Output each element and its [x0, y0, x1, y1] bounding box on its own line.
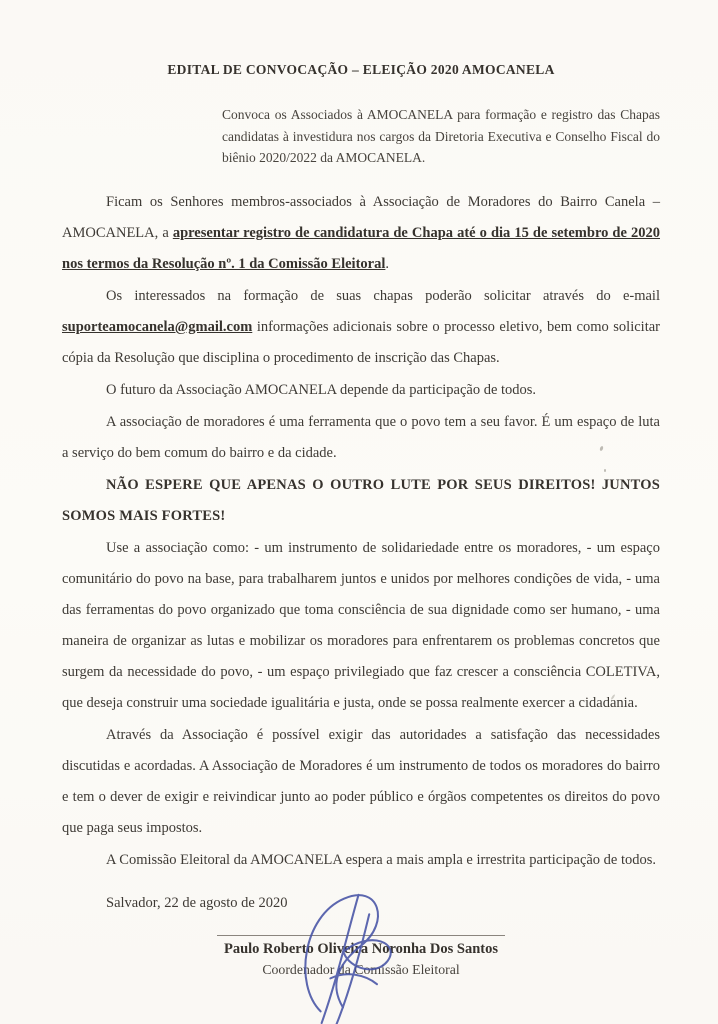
dateline: Salvador, 22 de agosto de 2020 — [106, 894, 288, 911]
paragraph-registro-chapas — [62, 187, 660, 280]
deadline-emphasis: apresentar registro de candidatura de Chapa até o dia 15 de setembro de 2020 nos termos da Resolução nº. 1 da Comissão Eleitoral — [62, 224, 660, 272]
paragraph-use-associacao: Use a associação como: - um instrumento de solidariedade entre os moradores, - um espaço comunitário do povo na base, para trabalharem juntos e unidos por melhores condições de vida, - uma das ferramentas do povo organizado que toma consciência de sua dignidade como ser humano, - uma maneira de organizar as lutas e mobilizar os moradores para enfrentarem os problemas concretos que surgem da necessidade do povo, - um espaço privilegiado que faz crescer a consciência COLETIVA, que deseja construir uma sociedade igualitária e justa, onde se possa realmente exercer a cidadania. — [62, 539, 660, 711]
paragraph-comissao: A Comissão Eleitoral da AMOCANELA espera a mais ampla e irrestrita participação de todos. — [106, 851, 657, 868]
signature-block — [62, 934, 660, 979]
signature-line — [217, 934, 505, 936]
document-title: EDITAL DE CONVOCAÇÃO – ELEIÇÃO 2020 AMOCANELA — [167, 62, 555, 77]
paragraph-futuro: O futuro da Associação AMOCANELA depende da participação de todos. — [106, 381, 537, 398]
paragraph-ferramenta: A associação de moradores é uma ferramenta que o povo tem a seu favor. É um espaço de luta a serviço do bem comum do bairro e da cidade. — [62, 413, 660, 461]
paragraph-text: . — [385, 255, 390, 272]
paragraph-slogan: NÃO ESPERE QUE APENAS O OUTRO LUTE POR SEUS DIREITOS! JUNTOS SOMOS MAIS FORTES! — [62, 476, 660, 524]
paragraph-email-contato — [62, 281, 660, 374]
signer-name: Paulo Roberto Oliveira Noronha Dos Santos — [223, 940, 499, 957]
paragraph-text: Ficam os Senhores membros-associados à Associação de Moradores do Bairro Canela – AMOCANELA, a — [62, 193, 660, 241]
scan-artifact — [604, 469, 606, 472]
paragraph-text: informações adicionais sobre o processo eletivo, bem como solicitar cópia da Resolução que disciplina o procedimento de inscrição das Chapas. — [62, 318, 660, 366]
paragraph-atraves-associacao: Através da Associação é possível exigir das autoridades a satisfação das necessidades discutidas e acordadas. A Associação de Moradores é um instrumento de todos os moradores do bairro e tem o dever de exigir e reivindicar junto ao poder público e órgãos competentes os direitos do povo que paga seus impostos. — [62, 726, 660, 836]
signer-role: Coordenador da Comissão Eleitoral — [262, 961, 460, 977]
convocation-summary: Convoca os Associados à AMOCANELA para formação e registro das Chapas candidatas à investidura nos cargos da Diretoria Executiva e Conselho Fiscal do biênio 2020/2022 da AMOCANELA. — [222, 107, 660, 165]
email-address: suporteamocanela@gmail.com — [62, 318, 253, 335]
paragraph-text: Os interessados na formação de suas chapas poderão solicitar através do e-mail — [106, 287, 660, 304]
